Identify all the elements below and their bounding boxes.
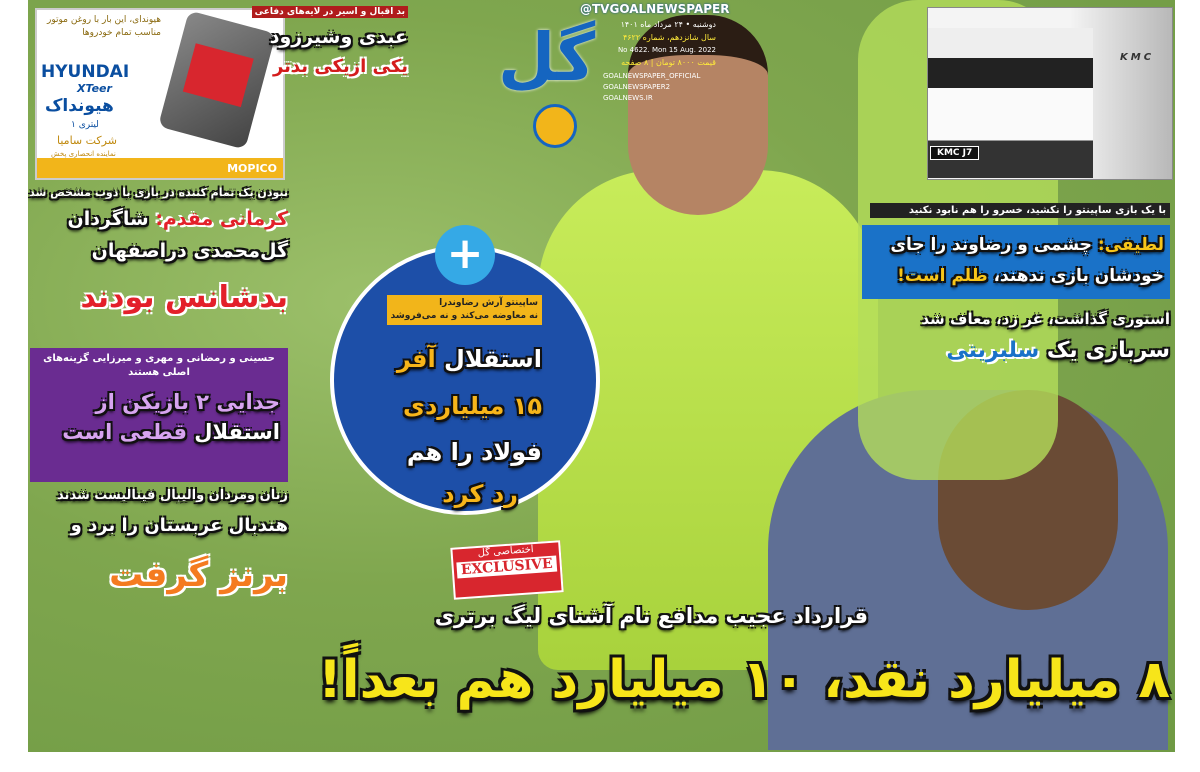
social-3[interactable]: GOALNEWS.IR (603, 94, 653, 102)
circle-kicker (387, 295, 542, 325)
ad-maker: MOPICO (227, 162, 277, 175)
exclusive-en: EXCLUSIVE (456, 556, 557, 579)
top-story-kicker: بد اقبال و اسیر در لایه‌های دفاعی (252, 6, 408, 18)
story-line1: سربازی یک (1046, 338, 1170, 363)
purple-box (30, 348, 288, 482)
masthead-date: دوشنبه • ۲۴ مرداد ماه ۱۴۰۱ (620, 20, 716, 29)
newspaper-front-page (28, 0, 1175, 752)
circle-l1: استقلال (444, 345, 542, 373)
circle-line2: ۱۵ میلیاردی (402, 392, 542, 420)
ad-company: شرکت سامیا (57, 134, 117, 147)
left1-name: کرمانی مقدم: (155, 208, 288, 230)
exclusive-badge (450, 540, 563, 600)
top-story-line1: عبدی وشیرزود (269, 26, 408, 48)
masthead-logo: گل (498, 19, 596, 96)
ad-tagline: هیوندای، این بار با روغن موتور مناسب تمام خودروها (46, 15, 161, 38)
plus-icon: + (435, 225, 495, 285)
social-2[interactable]: GOALNEWSPAPER2 (603, 83, 671, 91)
quote-line2: خودشان بازی ندهند، (993, 266, 1164, 286)
circle-line3: فولاد را هم (406, 438, 542, 466)
quote-highlight: ظلم است! (897, 266, 988, 286)
left1-line1-text: شاگردان (67, 208, 149, 230)
top-story-line2: یکی ازیکی بدتر (272, 56, 408, 77)
quote-box (862, 225, 1170, 299)
circle-line4: رد کرد (442, 480, 518, 508)
kmc-plate: KMC J7 (930, 146, 979, 160)
right-kicker: با یک بازی ساپینتو را نکشید، خسرو را هم نابود نکنید (870, 203, 1170, 218)
story-highlight: سلبریتی (946, 338, 1040, 363)
quote-name: لطیفی: (1097, 235, 1164, 255)
kmc-ad[interactable] (927, 7, 1173, 180)
circle-l1-hl: آفر (396, 345, 436, 373)
story-kicker: استوری گذاشت، غر زد، معاف شد (921, 310, 1170, 328)
masthead-price: قیمت ۸۰۰۰ تومان | ۸ صفحه (621, 58, 716, 67)
left2-highlight: قطعی است (62, 420, 187, 444)
left2-line2: استقلال (194, 420, 280, 444)
ball-icon (533, 104, 577, 148)
left1-line1 (68, 208, 288, 230)
left2-kicker: حسینی و رمضانی و مهری و میرزایی گزینه‌های اصلی هستند (43, 353, 275, 378)
masthead-issue: سال شانزدهم، شماره ۴۶۲۲ (622, 33, 716, 42)
ad-name-fa: هیونداک (45, 96, 114, 116)
kmc-logo: KMC (1120, 52, 1155, 63)
masthead-handle[interactable]: @TVGOALNEWSPAPER (580, 2, 730, 16)
ad-company-sub: نماینده انحصاری پخش (51, 150, 116, 158)
social-1[interactable]: GOALNEWSPAPER_OFFICIAL (603, 72, 701, 80)
exclusive-fa: اختصاصی گل (477, 544, 535, 559)
oil-can-icon (158, 10, 276, 149)
left1-line2: گل‌محمدی دراصفهان (91, 240, 288, 262)
circle-kicker-l2: نه معاوضه می‌کند و نه می‌فروشد (390, 311, 538, 321)
quote-line1: چشمی و رضاوند را جای (890, 235, 1092, 255)
circle-feature (330, 245, 600, 515)
left3-line1: هندبال عربستان را برد و (70, 515, 288, 536)
main-subtitle: قرارداد عجیب مدافع نام آشنای لیگ برتری (434, 604, 868, 628)
left3-kicker: زنان ومردان والیبال فینالیست شدند (57, 488, 288, 503)
player-head (628, 15, 768, 215)
masthead-issue-en: No 4622. Mon 15 Aug. 2022 (617, 46, 716, 54)
left1-kicker: نبودن یک تمام کننده در بازی با ذوب مشخص شد (29, 186, 288, 199)
ad-subbrand: XTeer (77, 82, 112, 95)
circle-line1 (397, 345, 542, 373)
circle-kicker-l1: ساپینتو آرش رضاوندرا (439, 298, 538, 308)
main-headline: ۸ میلیارد نقد، ۱۰ میلیارد هم بعداً! (318, 650, 1170, 710)
hyundai-ad[interactable] (35, 8, 285, 180)
left1-line3: بدشانس بودند (80, 280, 288, 315)
story-headline (946, 338, 1170, 363)
ad-brand: HYUNDAI (41, 62, 130, 82)
left3-line2: برنز گرفت (109, 555, 288, 595)
ad-volume: ۱ لیتری (71, 120, 99, 130)
left2-line1: جدایی ۲ بازیکن از (95, 390, 280, 414)
